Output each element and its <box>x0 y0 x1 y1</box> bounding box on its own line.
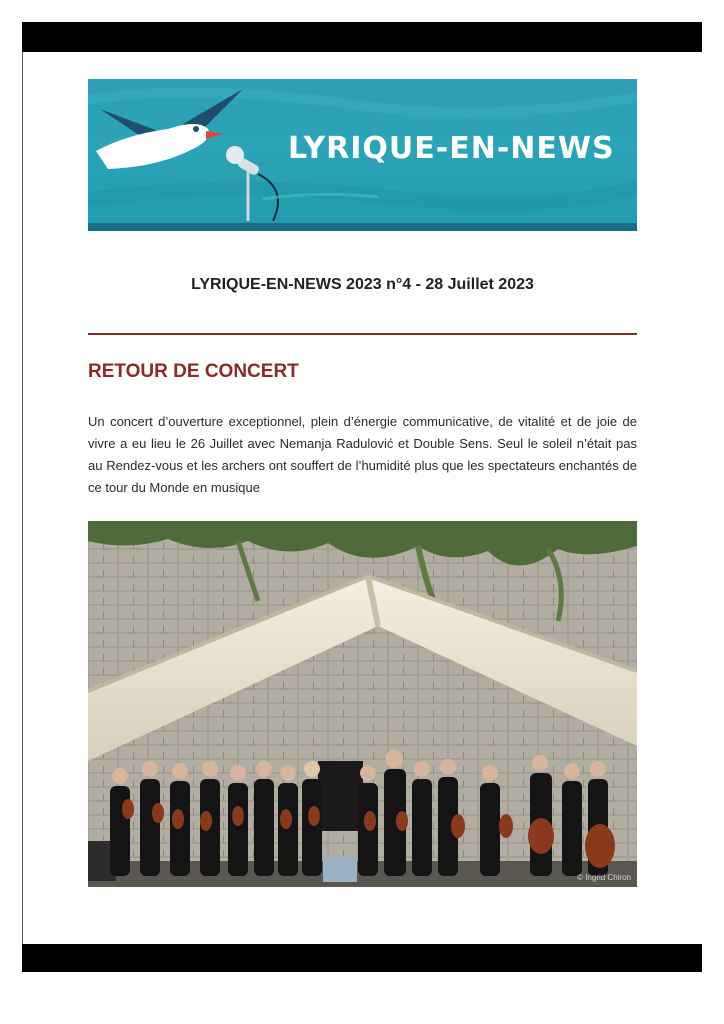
newsletter-banner <box>88 79 637 231</box>
page-left-border <box>22 52 23 944</box>
banner-title: LYRIQUE-EN-NEWS <box>288 131 615 166</box>
bottom-black-bar <box>22 944 702 972</box>
banner-bottom-strip <box>88 223 637 231</box>
photo-credit: © Ingrid Chiron <box>577 873 631 882</box>
section-divider <box>88 333 637 335</box>
top-black-bar <box>22 22 702 52</box>
concert-photo <box>88 521 637 887</box>
concert-photo-illustration <box>88 521 637 887</box>
article-body: Un concert d’ouverture exceptionnel, plein d’énergie communicative, de vitalité et de joie de vivre a eu lieu le 26 Juillet avec Nemanja Radulović et Double Sens. Seul le soleil n’était pas au Rendez-vous et les archers ont souffert de l’humidité plus que les spectateurs enchantés de ce tour du Monde en musique <box>88 414 637 495</box>
issue-title: LYRIQUE-EN-NEWS 2023 n°4 - 28 Juillet 2023 <box>191 276 534 293</box>
section-heading: RETOUR DE CONCERT <box>88 361 299 382</box>
